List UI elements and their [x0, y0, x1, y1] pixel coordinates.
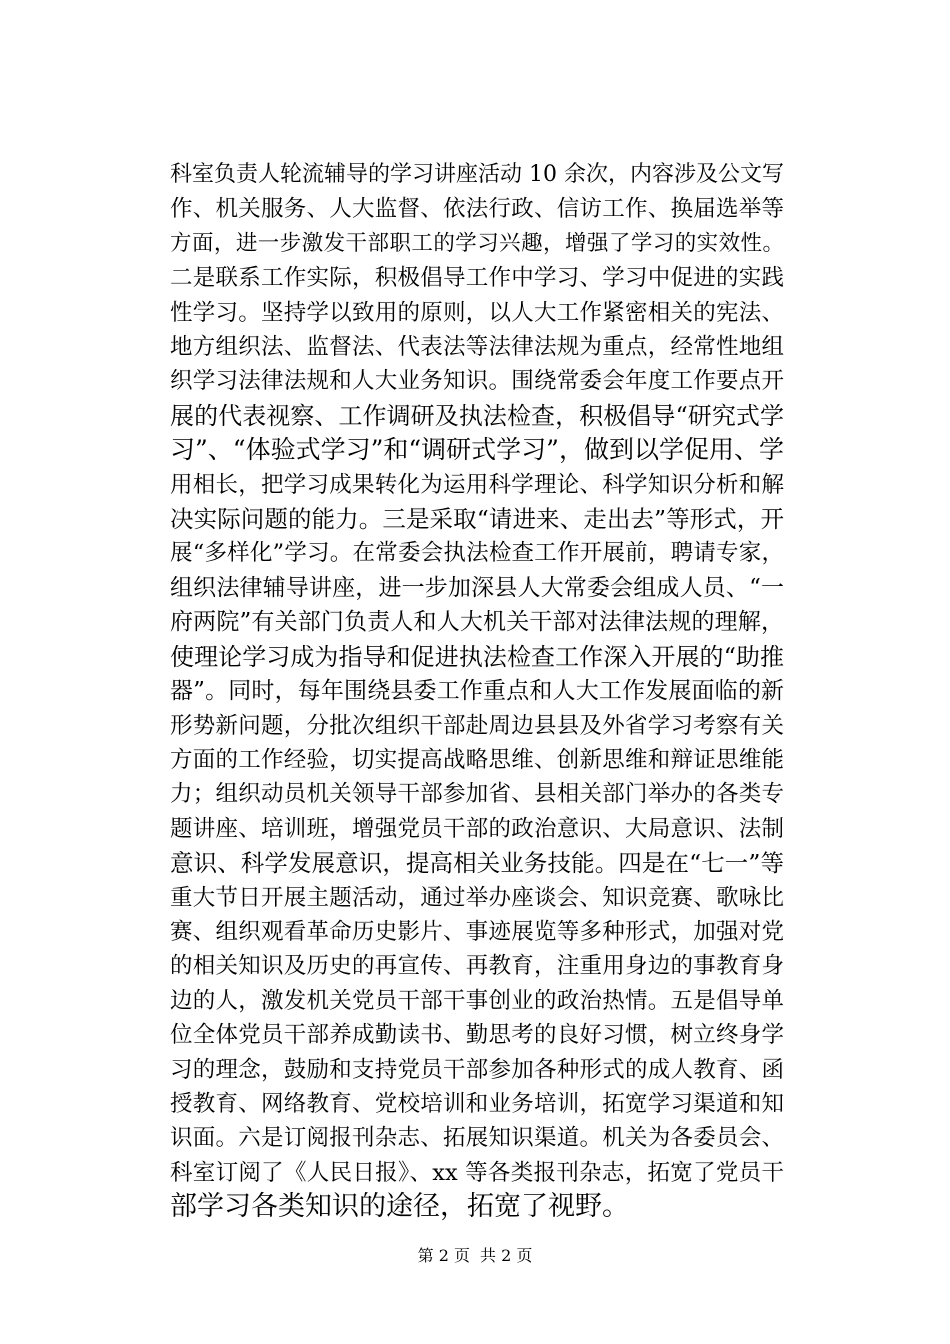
- text-line: 方面的工作经验，切实提高战略思维、创新思维和辩证思维能: [170, 746, 784, 773]
- text-line: 二是联系工作实际，积极倡导工作中学习、学习中促进的实践: [170, 265, 784, 292]
- text-line: 织学习法律法规和人大业务知识。围绕常委会年度工作要点开: [170, 368, 784, 395]
- text-line: 形势新问题，分批次组织干部赴周边县县及外省学习考察有关: [170, 712, 784, 739]
- text-line: 府两院”有关部门负责人和人大机关干部对法律法规的理解，: [170, 609, 784, 636]
- text-line: 展的代表视察、工作调研及执法检查，积极倡导“研究式学: [170, 401, 784, 430]
- page-footer: [0, 1245, 950, 1267]
- text-line: 作、机关服务、人大监督、依法行政、信访工作、换届选举等: [170, 196, 784, 223]
- page-total: 共 2 页: [480, 1246, 533, 1265]
- text-line: 习”、“体验式学习”和“调研式学习”，做到以学促用、学: [170, 435, 784, 465]
- text-line: 边的人，激发机关党员干部干事创业的政治热情。五是倡导单: [170, 987, 784, 1014]
- text-line: 题讲座、培训班，增强党员干部的政治意识、大局意识、法制: [170, 815, 784, 842]
- text-line: 组织法律辅导讲座，进一步加深县人大常委会组成人员、“一: [170, 574, 784, 601]
- text-line: 的相关知识及历史的再宣传、再教育，注重用身边的事教育身: [170, 953, 784, 980]
- text-line: 位全体党员干部养成勤读书、勤思考的良好习惯，树立终身学: [170, 1022, 784, 1049]
- text-line: 用相长，把学习成果转化为运用科学理论、科学知识分析和解: [170, 471, 784, 498]
- text-line: 方面，进一步激发干部职工的学习兴趣，增强了学习的实效性。: [170, 230, 784, 256]
- text-line: 性学习。坚持学以致用的原则，以人大工作紧密相关的宪法、: [170, 299, 784, 326]
- text-line: 决实际问题的能力。三是采取“请进来、走出去”等形式，开: [170, 505, 784, 534]
- text-line: 识面。六是订阅报刊杂志、拓展知识渠道。机关为各委员会、: [170, 1125, 784, 1152]
- text-line: 展“多样化”学习。在常委会执法检查工作开展前，聘请专家，: [170, 540, 784, 567]
- text-line: 使理论学习成为指导和促进执法检查工作深入开展的“助推: [170, 642, 784, 671]
- text-line: 部学习各类知识的途径，拓宽了视野。: [170, 1191, 629, 1223]
- text-line: 意识、科学发展意识，提高相关业务技能。四是在“七一”等: [170, 849, 784, 878]
- text-line: 赛、组织观看革命历史影片、事迹展览等多种形式，加强对党: [170, 918, 784, 945]
- text-line: 重大节日开展主题活动，通过举办座谈会、知识竞赛、歌咏比: [170, 884, 784, 911]
- text-line: 器”。同时，每年围绕县委工作重点和人大工作发展面临的新: [170, 678, 784, 705]
- body-text: [170, 158, 784, 1225]
- text-line: 科室负责人轮流辅导的学习讲座活动 10 余次，内容涉及公文写: [170, 162, 784, 187]
- page-number: 第 2 页: [417, 1246, 470, 1265]
- text-line: 地方组织法、监督法、代表法等法律法规为重点，经常性地组: [170, 334, 784, 361]
- text-line: 力；组织动员机关领导干部参加省、县相关部门举办的各类专: [170, 781, 784, 808]
- text-line: 习的理念，鼓励和支持党员干部参加各种形式的成人教育、函: [170, 1056, 784, 1083]
- text-line: 科室订阅了《人民日报》、xx 等各类报刊杂志，拓宽了党员干: [170, 1159, 784, 1186]
- text-line: 授教育、网络教育、党校培训和业务培训，拓宽学习渠道和知: [170, 1090, 784, 1117]
